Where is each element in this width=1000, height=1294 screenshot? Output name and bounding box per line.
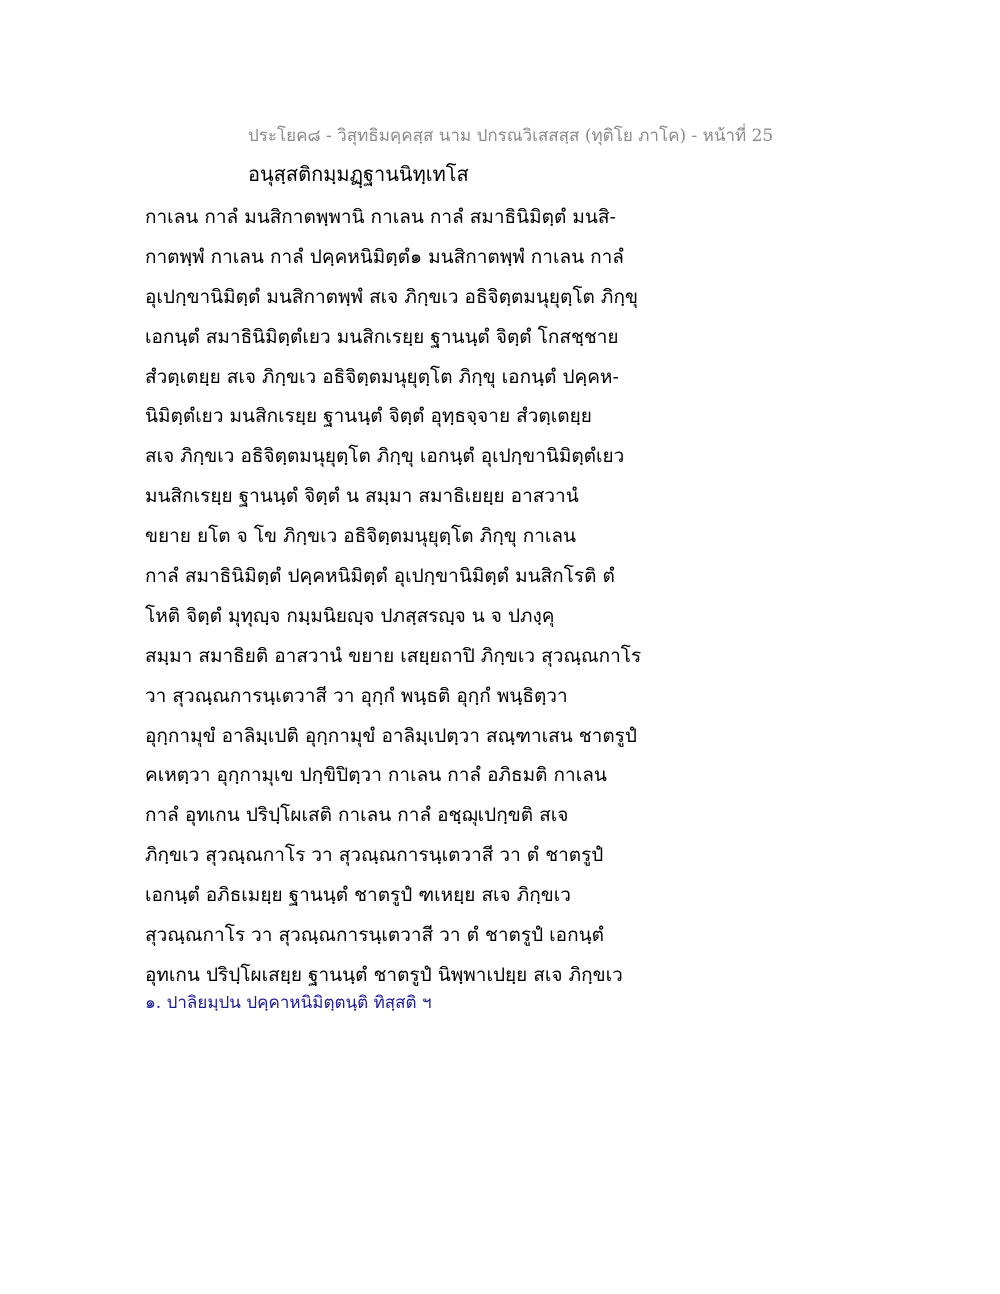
body-line: คเหตฺวา อุกฺกามุเข ปกฺขิปิตฺวา กาเลน กาลํ อภิธมติ กาเลน bbox=[145, 764, 607, 787]
body-line: สํวตฺเตยฺย สเจ ภิกฺขเว อธิจิตฺตมนุยุตฺโต ภิกฺขุ เอกนฺตํ ปคฺคห- bbox=[145, 365, 619, 388]
body-line: นิมิตฺตํเยว มนสิกเรยฺย ฐานนฺตํ จิตฺตํ อุทฺธจฺจาย สํวตฺเตยฺย bbox=[145, 405, 592, 428]
body-line: โหติ จิตฺตํ มุทุญฺจ กมฺมนิยญฺจ ปภสฺสรญฺจ น จ ปภงฺคุ bbox=[145, 604, 555, 627]
body-line: เอกนฺตํ อภิธเมยฺย ฐานนฺตํ ชาตรูปํ ฑเหยฺย สเจ ภิกฺขเว bbox=[145, 884, 571, 907]
body-line: เอกนฺตํ สมาธินิมิตฺตํเยว มนสิกเรยฺย ฐานนฺตํ จิตฺตํ โกสชฺชาย bbox=[145, 325, 619, 348]
body-line: กาลํ อุทเกน ปริปฺโผเสติ กาเลน กาลํ อชฺฌุเปกฺขติ สเจ bbox=[145, 804, 569, 827]
body-line: ขยาย ยโต จ โข ภิกฺขเว อธิจิตฺตมนุยุตฺโต ภิกฺขุ กาเลน bbox=[145, 525, 577, 548]
page-header: ประโยค๘ - วิสุทธิมคฺคสฺส นาม ปกรณวิเสสสฺส (ทุติโย ภาโค) - หน้าที่ 25 bbox=[248, 126, 774, 146]
body-line: วา สุวณฺณการนฺเตวาสี วา อุกฺกํ พนฺธติ อุกฺกํ พนฺธิตฺวา bbox=[145, 684, 568, 707]
body-line: สมฺมา สมาธิยติ อาสวานํ ขยาย เสยฺยถาปิ ภิกฺขเว สุวณฺณกาโร bbox=[145, 644, 642, 667]
body-line: สุวณฺณกาโร วา สุวณฺณการนฺเตวาสี วา ตํ ชาตรูปํ เอกนฺตํ bbox=[145, 924, 604, 947]
body-line: อุกฺกามุขํ อาลิมฺเปติ อุกฺกามุขํ อาลิมฺเปตฺวา สณฺฑาเสน ชาตรูปํ bbox=[145, 724, 637, 747]
body-line: อุทเกน ปริปฺโผเสยฺย ฐานนฺตํ ชาตรูปํ นิพฺพาเปยฺย สเจ ภิกฺขเว bbox=[145, 963, 623, 986]
body-line: อุเปกฺขานิมิตฺตํ มนสิกาตพฺพํ สเจ ภิกฺขเว อธิจิตฺตมนุยุตฺโต ภิกฺขุ bbox=[145, 285, 638, 308]
body-line: กาตพฺพํ กาเลน กาลํ ปคฺคหนิมิตฺตํ๑ มนสิกาตพฺพํ กาเลน กาลํ bbox=[145, 245, 624, 268]
section-title: อนุสฺสติกมฺมฏฺฐานนิทฺเทโส bbox=[248, 162, 469, 186]
body-text bbox=[145, 198, 665, 996]
footnote: ๑. ปาลิยมฺปน ปคฺคาหนิมิตฺตนฺติ ทิสฺสติ ฯ bbox=[145, 993, 432, 1013]
body-line: กาลํ สมาธินิมิตฺตํ ปคฺคหนิมิตฺตํ อุเปกฺขานิมิตฺตํ มนสิกโรติ ตํ bbox=[145, 565, 615, 588]
body-line: มนสิกเรยฺย ฐานนฺตํ จิตฺตํ น สมฺมา สมาธิเยยฺย อาสวานํ bbox=[145, 485, 579, 508]
body-line: กาเลน กาลํ มนสิกาตพฺพานิ กาเลน กาลํ สมาธินิมิตฺตํ มนสิ- bbox=[145, 206, 616, 228]
body-line: สเจ ภิกฺขเว อธิจิตฺตมนุยุตฺโต ภิกฺขุ เอกนฺตํ อุเปกฺขานิมิตฺตํเยว bbox=[145, 445, 625, 468]
body-line: ภิกฺขเว สุวณฺณกาโร วา สุวณฺณการนฺเตวาสี วา ตํ ชาตรูปํ bbox=[145, 844, 604, 867]
